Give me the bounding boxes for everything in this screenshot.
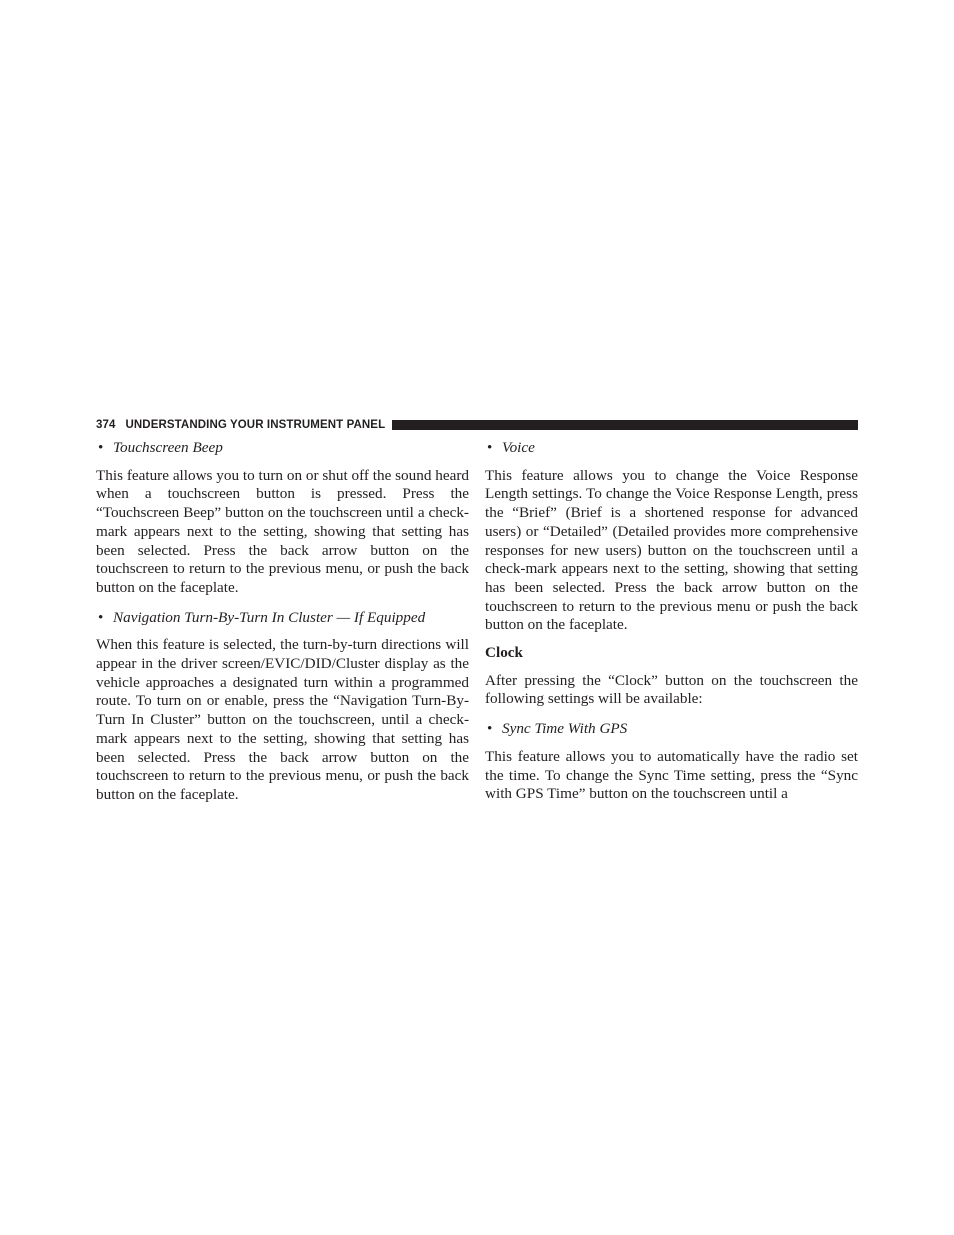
bullet-label: Sync Time With GPS bbox=[502, 720, 628, 738]
touchscreen-beep-paragraph: This feature allows you to turn on or shut off the sound heard when a touchscreen button is pressed. Press the “Touchscreen Beep” button on the touchscreen until a check-mark appears next to the setting, showing that setting has been selected. Press the back arrow button on the touchscreen to return to the previous menu, or push the back button on the faceplate. bbox=[96, 466, 469, 596]
bullet-dot: • bbox=[98, 608, 104, 626]
bullet-voice bbox=[485, 437, 858, 458]
bullet-dot: • bbox=[487, 439, 493, 456]
page-number: 374 bbox=[96, 419, 116, 431]
left-column bbox=[96, 437, 469, 814]
bullet-label: Navigation Turn-By-Turn In Cluster — If Equipped bbox=[113, 608, 426, 626]
header-rule bbox=[392, 420, 858, 430]
clock-heading: Clock bbox=[485, 644, 523, 662]
bullet-label: Voice bbox=[502, 439, 535, 456]
bullet-touchscreen-beep bbox=[96, 437, 469, 458]
bullet-dot: • bbox=[98, 439, 104, 456]
clock-intro-paragraph: After pressing the “Clock” button on the touchscreen the following settings will be available: bbox=[485, 671, 858, 708]
navigation-paragraph: When this feature is selected, the turn-by-turn directions will appear in the driver screen/EVIC/DID/Cluster display as the vehicle approaches a designated turn within a programmed route. To turn on or enable, press the “Navigation Turn-By-Turn In Cluster” button on the touchscreen, until a check-mark appears next to the setting, showing that setting has been selected. Press the back arrow button on the touchscreen to return to the previous menu, or push the back button on the faceplate. bbox=[96, 636, 469, 803]
bullet-sync-time-with-gps bbox=[485, 718, 858, 739]
section-title: UNDERSTANDING YOUR INSTRUMENT PANEL bbox=[125, 419, 386, 431]
page-header bbox=[96, 417, 858, 433]
bullet-dot: • bbox=[487, 720, 493, 738]
bullet-navigation-turn-by-turn bbox=[96, 607, 469, 628]
voice-paragraph: This feature allows you to change the Voice Response Length settings. To change the Voice Response Length, press the “Brief” (Brief is a shortened response for advanced users) or “Detailed” (Detailed provides more comprehensive responses for new users) button on the touchscreen until a check-mark appears next to the setting, showing that setting has been selected. Press the back arrow button on the touchscreen to return to the previous menu or push the back button on the faceplate. bbox=[485, 466, 858, 634]
sync-time-paragraph: This feature allows you to automatically have the radio set the time. To change the Sync Time setting, press the “Sync with GPS Time” button on the touchscreen until a bbox=[485, 747, 858, 803]
bullet-label: Touchscreen Beep bbox=[113, 439, 223, 456]
right-column bbox=[485, 437, 858, 813]
